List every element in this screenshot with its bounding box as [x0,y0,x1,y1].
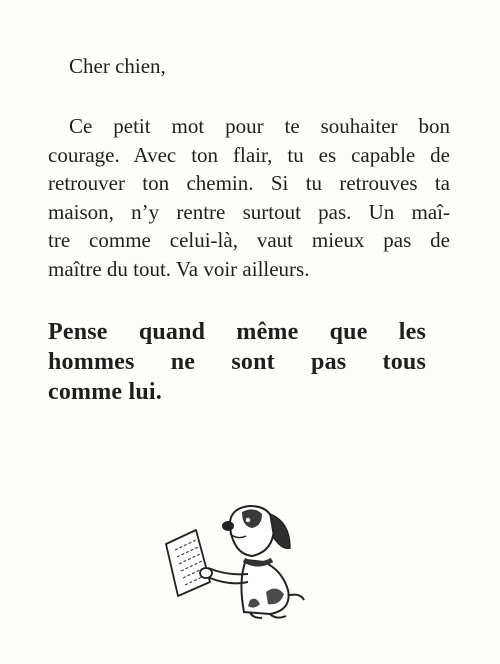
dog [200,506,304,618]
emphasis-line: comme lui. [48,379,162,405]
emphasis-line: Pense quand même que les [48,319,426,345]
letter-greeting: Cher chien, [69,54,166,78]
letter-body-line: maître du tout. Va voir ailleurs. [48,256,310,281]
letter-body-line: Ce petit mot pour te souhaiter bon [69,114,450,138]
dog-holding-letter-icon [158,500,318,625]
letter-body [48,112,450,284]
emphasis-paragraph [48,317,426,407]
letter-body-line: retrouver ton chemin. Si tu retrouves ta [48,171,450,196]
letter-body-line: maison, n’y rentre surtout pas. Un maî- [48,199,450,224]
letter-body-line: courage. Avec ton flair, tu es capable de [48,142,450,167]
emphasis-line: hommes ne sont pas tous [48,349,426,375]
letter-body-line: tre comme celui-là, vaut mieux pas de [48,228,450,253]
letter-paper [166,530,210,596]
